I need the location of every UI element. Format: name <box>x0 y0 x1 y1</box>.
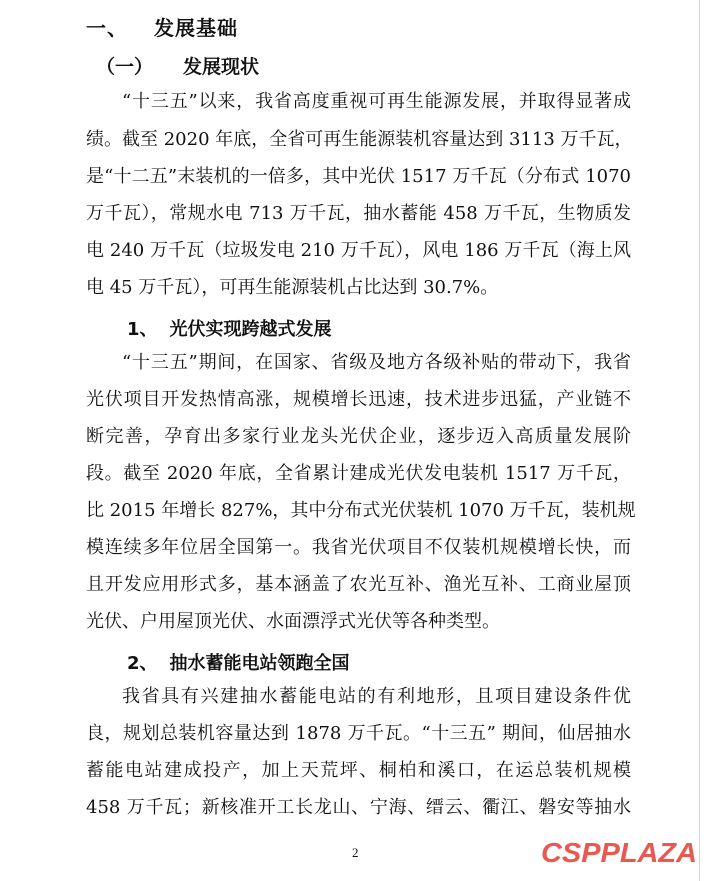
item-number: 1、 <box>127 319 158 340</box>
subsection-number: （一） <box>96 56 154 78</box>
paragraph-line: 电 45 万千瓦），可再生能源装机占比达到 30.7%。 <box>86 277 499 298</box>
paragraph-line: 且开发应用形式多，基本涵盖了农光互补、渔光互补、工商业屋顶 <box>86 574 631 595</box>
section-heading <box>86 12 238 41</box>
item-title: 抽水蓄能电站领跑全国 <box>169 653 350 674</box>
cspplaza-watermark <box>541 836 697 868</box>
paragraph-line: 断完善，孕育出多家行业龙头光伏企业，逐步迈入高质量发展阶 <box>86 426 631 447</box>
paragraph-line: 模连续多年位居全国第一。我省光伏项目不仅装机规模增长快，而 <box>86 537 631 558</box>
paragraph-line: “十三五”期间，在国家、省级及地方各级补贴的带动下，我省 <box>122 352 631 373</box>
paragraph-line: 光伏、户用屋顶光伏、水面漂浮式光伏等各种类型。 <box>86 611 500 632</box>
paragraph-line: 我省具有兴建抽水蓄能电站的有利地形，且项目建设条件优 <box>122 686 631 707</box>
paragraph-line: 光伏项目开发热情高涨，规模增长迅速，技术进步迅猛，产业链不 <box>86 389 631 410</box>
section-number: 一、 <box>86 16 128 40</box>
paragraph-line: 458 万千瓦；新核准开工长龙山、宁海、缙云、衢江、磐安等抽水 <box>86 797 631 818</box>
paragraph-line: 电 240 万千瓦（垃圾发电 210 万千瓦），风电 186 万千瓦（海上风 <box>86 240 631 261</box>
section-title: 发展基础 <box>154 16 238 40</box>
page-number: 2 <box>352 845 359 860</box>
paragraph-line: “十三五”以来，我省高度重视可再生能源发展，并取得显著成 <box>122 91 631 112</box>
watermark-text: CSPPLAZA <box>541 837 697 868</box>
paragraph-line: 万千瓦），常规水电 713 万千瓦，抽水蓄能 458 万千瓦，生物质发 <box>86 203 631 224</box>
paragraph-line: 比 2015 年增长 827%，其中分布式光伏装机 1070 万千瓦，装机规 <box>86 500 636 521</box>
item-title: 光伏实现跨越式发展 <box>169 319 332 340</box>
paragraph-line: 绩。截至 2020 年底，全省可再生能源装机容量达到 3113 万千瓦， <box>86 129 633 150</box>
item-heading-2 <box>127 649 350 675</box>
page-edge-rule <box>699 0 700 881</box>
item-heading-1 <box>127 315 332 341</box>
item-number: 2、 <box>127 653 158 674</box>
subsection-title: 发展现状 <box>183 56 260 78</box>
paragraph-line: 蓄能电站建成投产，加上天荒坪、桐柏和溪口，在运总装机规模 <box>86 760 631 781</box>
paragraph-line: 良，规划总装机容量达到 1878 万千瓦。“十三五” 期间，仙居抽水 <box>86 723 631 744</box>
paragraph-line: 是“十二五”末装机的一倍多，其中光伏 1517 万千瓦（分布式 1070 <box>86 166 631 187</box>
subsection-heading <box>96 52 259 79</box>
paragraph-line: 段。截至 2020 年底，全省累计建成光伏发电装机 1517 万千瓦， <box>86 463 631 484</box>
